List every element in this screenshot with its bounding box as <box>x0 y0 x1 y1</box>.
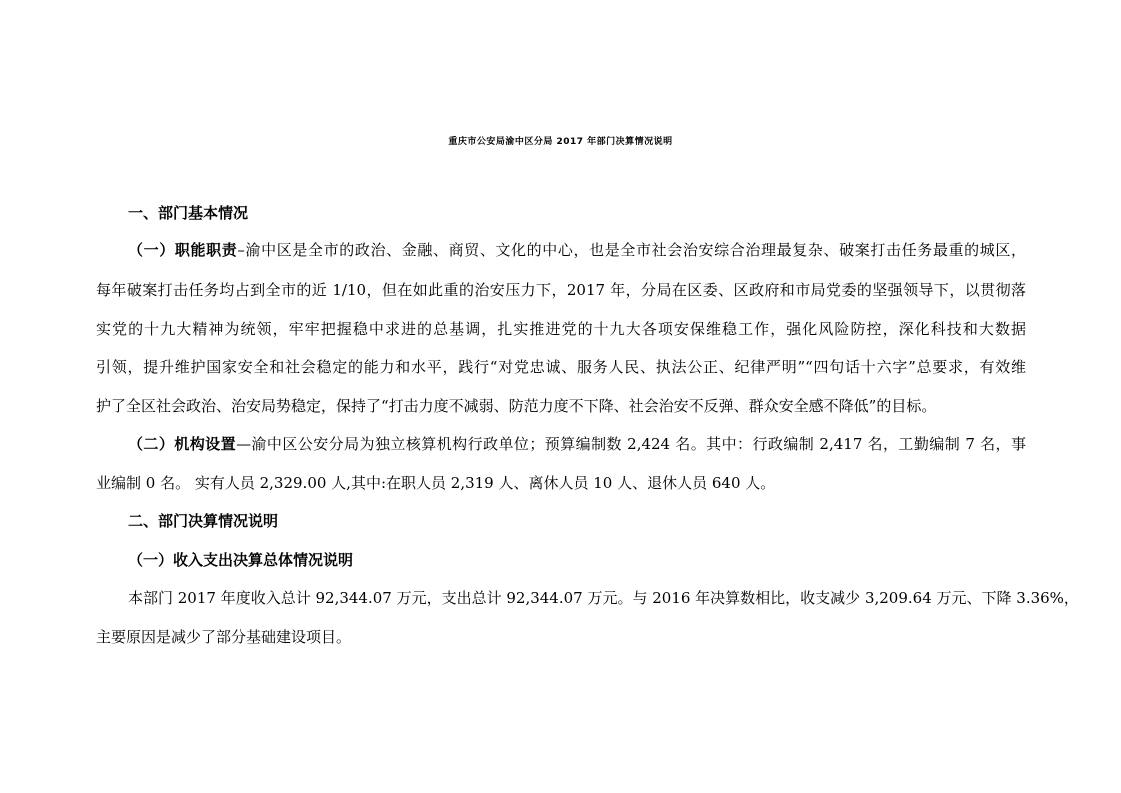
paragraph-text: —渝中区公安分局为独立核算机构行政单位；预算编制数 2,424 名。其中：行政编制 2,417 名，工勤编制 7 名，事 <box>236 435 1026 453</box>
paragraph-line: 本部门 2017 年度收入总计 92,344.07 万元，支出总计 92,344.07 万元。与 2016 年决算数相比，收支减少 3,209.64 万元、下降 3.36%， <box>128 589 1079 607</box>
paragraph-line: 业编制 0 名。 实有人员 2,329.00 人,其中:在职人员 2,319 人、离休人员 10 人、退休人员 640 人。 <box>96 474 776 492</box>
subsection-label-functions: （一）职能职责 <box>128 241 238 259</box>
paragraph-line: 主要原因是减少了部分基础建设项目。 <box>96 628 352 646</box>
paragraph-line <box>128 239 1026 261</box>
paragraph-line: 引领，提升维护国家安全和社会稳定的能力和水平，践行“对党忠诚、服务人民、执法公正、纪律严明”“四句话十六字”总要求，有效维 <box>96 358 1026 376</box>
paragraph-text: –渝中区是全市的政治、金融、商贸、文化的中心，也是全市社会治安综合治理最复杂、破案打击任务最重的城区， <box>237 241 1026 259</box>
section-heading-final-accounts: 二、部门决算情况说明 <box>128 512 279 530</box>
paragraph-line: 每年破案打击任务均占到全市的近 1/10，但在如此重的治安压力下，2017 年，分局在区委、区政府和市局党委的坚强领导下，以贯彻落 <box>96 281 1026 299</box>
paragraph-line: 实党的十九大精神为统领，牢牢把握稳中求进的总基调，扎实推进党的十九大各项安保维稳工作，强化风险防控，深化科技和大数据 <box>96 320 1026 338</box>
paragraph-line: 护了全区社会政治、治安局势稳定，保持了“打击力度不减弱、防范力度不下降、社会治安不反弹、群众安全感不降低”的目标。 <box>96 397 937 415</box>
subsection-heading-income-expenditure: （一）收入支出决算总体情况说明 <box>128 551 354 569</box>
section-heading-basic-info: 一、部门基本情况 <box>128 204 249 222</box>
paragraph-line <box>128 433 1026 455</box>
document-title: 重庆市公安局渝中区分局 2017 年部门决算情况说明 <box>448 137 673 147</box>
subsection-label-organization: （二）机构设置 <box>128 435 237 453</box>
